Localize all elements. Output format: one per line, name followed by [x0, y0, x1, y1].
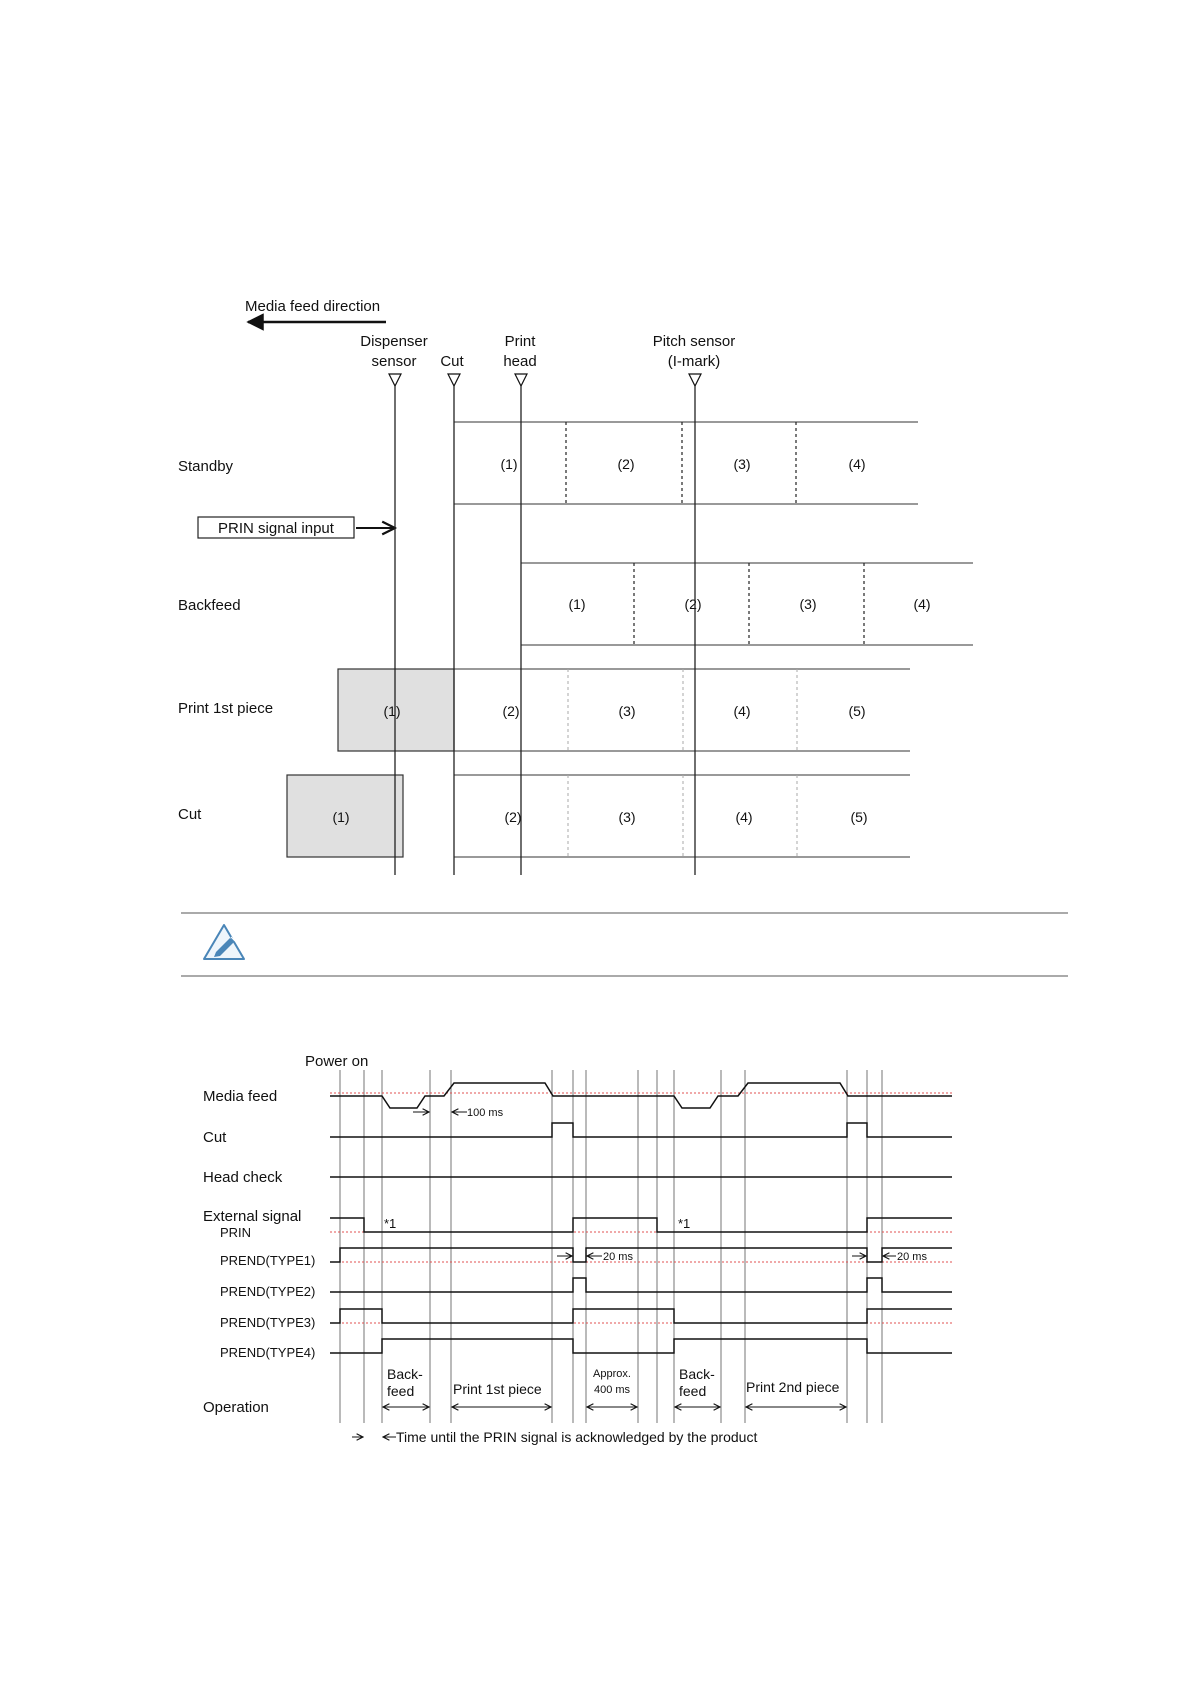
print-1st-seg-3: (3) [618, 703, 636, 719]
signal-label-cut: Cut [203, 1129, 227, 1146]
op-print-1st: Print 1st piece [453, 1381, 542, 1397]
note-star1-a: *1 [384, 1216, 397, 1231]
row-label-standby: Standby [178, 458, 234, 475]
print-1st-seg-4: (4) [733, 703, 751, 719]
prin-ack-label: Time until the PRIN signal is acknowledged by the product [396, 1429, 758, 1445]
backfeed-media-strip [521, 563, 973, 645]
waveform-prend-type3 [330, 1309, 952, 1323]
op-backfeed-1: Back- [387, 1366, 423, 1382]
power-on-label: Power on [305, 1053, 369, 1070]
prin-signal-input-label: PRIN signal input [218, 520, 334, 537]
row-label-backfeed: Backfeed [178, 597, 241, 614]
operation-label: Operation [203, 1399, 269, 1416]
signal-label-prend-type2: PREND(TYPE2) [220, 1284, 316, 1299]
pitch-sensor-label-2: (I-mark) [667, 353, 721, 370]
op-approx-400ms: 400 ms [593, 1384, 631, 1396]
pitch-sensor-label: Pitch sensor [652, 333, 736, 350]
row-label-cut: Cut [178, 806, 202, 823]
t100-label: 100 ms [467, 1107, 504, 1119]
dispenser-sensor-label: Dispenser [360, 333, 428, 350]
op-backfeed-2-line2: feed [679, 1383, 707, 1399]
cut-sensor-marker-icon [448, 374, 460, 386]
pitch-sensor-marker-icon [689, 374, 701, 386]
signal-label-prend-type1: PREND(TYPE1) [220, 1253, 316, 1268]
standby-seg-3: (3) [733, 456, 751, 472]
dispenser-sensor-marker-icon [389, 374, 401, 386]
signal-label-prin: PRIN [220, 1225, 252, 1240]
cut-media-strip [454, 775, 910, 857]
print-1st-media-strip [454, 669, 910, 751]
row-label-print-1st: Print 1st piece [178, 700, 274, 717]
pencil-note-icon [204, 925, 244, 959]
op-backfeed-1-line2: feed [387, 1383, 415, 1399]
cut-seg-1: (1) [332, 809, 350, 825]
signal-label-media-feed: Media feed [203, 1088, 278, 1105]
cut-seg-5: (5) [850, 809, 868, 825]
print-1st-seg-1: (1) [383, 703, 401, 719]
print-head-marker-icon [515, 374, 527, 386]
t20a-label: 20 ms [603, 1251, 633, 1263]
op-print-2nd: Print 2nd piece [746, 1379, 840, 1395]
print-head-label: Print [504, 333, 536, 350]
signal-label-external: External signal [203, 1208, 302, 1225]
waveform-prend-type4 [330, 1339, 952, 1353]
cut-seg-4: (4) [735, 809, 753, 825]
op-backfeed-2: Back- [679, 1366, 715, 1382]
waveform-prend-type2 [330, 1278, 952, 1292]
signal-label-head-check: Head check [203, 1169, 283, 1186]
print-1st-seg-2: (2) [502, 703, 520, 719]
note-box [181, 913, 1068, 976]
signal-label-prend-type4: PREND(TYPE4) [220, 1345, 316, 1360]
backfeed-seg-2: (2) [684, 596, 702, 612]
cut-sensor-label: Cut [440, 353, 464, 370]
backfeed-seg-4: (4) [913, 596, 931, 612]
reference-lines [330, 1093, 952, 1323]
print-1st-seg-5: (5) [848, 703, 866, 719]
signal-label-prend-type3: PREND(TYPE3) [220, 1315, 316, 1330]
cut-seg-2: (2) [504, 809, 522, 825]
cut-seg-3: (3) [618, 809, 636, 825]
dispenser-sensor-label-2: sensor [371, 353, 417, 370]
print-head-label-2: head [503, 353, 537, 370]
waveform-cut [330, 1123, 952, 1137]
feed-direction-diagram [178, 298, 973, 875]
waveform-prend-type1 [330, 1248, 952, 1262]
standby-seg-1: (1) [500, 456, 518, 472]
standby-seg-4: (4) [848, 456, 866, 472]
waveform-prin [330, 1218, 952, 1232]
t20b-label: 20 ms [897, 1251, 927, 1263]
waveform-media-feed [330, 1083, 952, 1108]
note-star1-b: *1 [678, 1216, 691, 1231]
standby-seg-2: (2) [617, 456, 635, 472]
backfeed-seg-1: (1) [568, 596, 586, 612]
timing-diagram [203, 1053, 952, 1445]
media-feed-direction-label: Media feed direction [245, 298, 381, 315]
backfeed-seg-3: (3) [799, 596, 817, 612]
op-approx: Approx. [593, 1368, 631, 1380]
